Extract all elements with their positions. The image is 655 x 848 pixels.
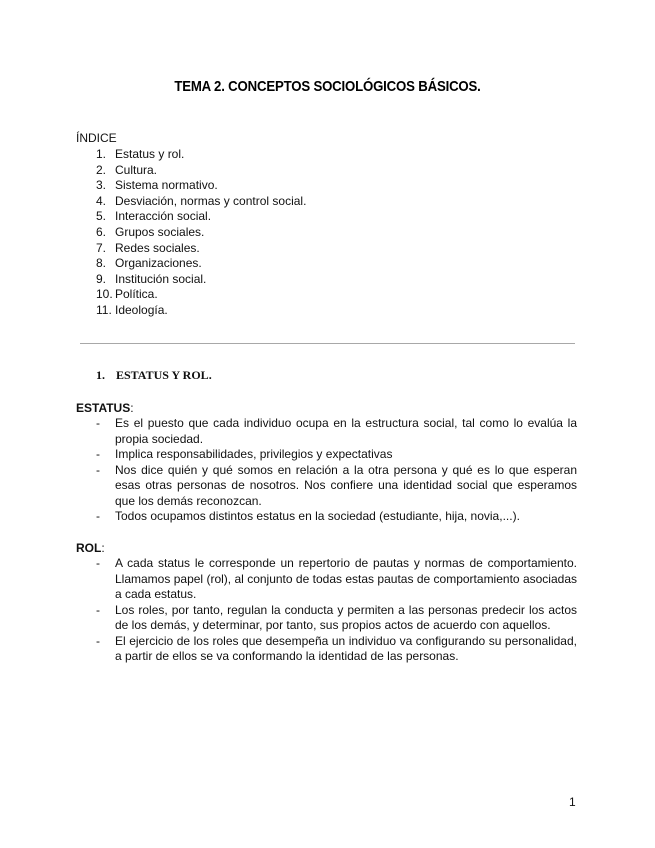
index-item-number: 3. [96, 178, 107, 193]
index-item-label: Grupos sociales. [115, 224, 205, 239]
bullet-text: Todos ocupamos distintos estatus en la sociedad (estudiante, hija, novia,...). [115, 509, 520, 523]
bullet-text: Implica responsabilidades, privilegios y expectativas [115, 447, 393, 461]
section-number: 1. [96, 368, 105, 382]
rol-term-label: ROL [76, 541, 102, 555]
bullet-text: A cada status le corresponde un repertorio de pautas y normas de comportamiento. Llamamos papel (rol), al conjunto de todas estas pautas de comportamiento asociadas a cada estatus. [115, 556, 577, 601]
page-number: 1 [569, 795, 576, 809]
index-item-label: Organizaciones. [115, 256, 202, 271]
list-item [96, 556, 577, 603]
index-item [96, 272, 306, 288]
index-item [96, 178, 306, 194]
index-item-number: 6. [96, 224, 107, 239]
index-item-number: 7. [96, 240, 107, 255]
index-item-label: Ideología. [115, 302, 168, 317]
bullet-text: El ejercicio de los roles que desempeña un individuo va configurando su personalidad, a partir de ellos se va conformando la identidad de las personas. [115, 633, 577, 663]
list-item [96, 463, 577, 510]
index-item-label: Institución social. [115, 271, 207, 286]
rol-term-colon: : [101, 541, 105, 555]
bullet-dash: - [96, 556, 100, 570]
index-item-number: 10. [96, 287, 113, 302]
index-item [96, 225, 306, 241]
index-item-number: 4. [96, 193, 107, 208]
bullet-dash: - [96, 447, 100, 461]
index-list [96, 147, 306, 319]
index-item [96, 303, 306, 319]
index-item [96, 287, 306, 303]
index-item-number: 8. [96, 256, 107, 271]
horizontal-divider [80, 343, 575, 344]
list-item [96, 603, 577, 634]
index-item-number: 1. [96, 147, 107, 161]
index-item [96, 163, 306, 179]
estatus-term-colon: : [130, 401, 134, 415]
index-item [96, 209, 306, 225]
index-item-number: 11. [96, 302, 112, 317]
estatus-term-label: ESTATUS [76, 401, 131, 415]
index-item-label: Interacción social. [115, 209, 212, 224]
bullet-dash: - [96, 509, 100, 523]
index-item-number: 2. [96, 162, 107, 177]
index-item-label: Redes sociales. [115, 240, 200, 255]
index-item [96, 147, 306, 163]
index-item-label: Cultura. [115, 162, 158, 177]
index-item [96, 194, 306, 210]
bullet-dash: - [96, 416, 100, 430]
bullet-dash: - [96, 633, 100, 648]
bullet-text: Nos dice quién y qué somos en relación a la otra persona y qué es lo que esperan esas otras personas de nosotros. Nos confiere una identidad social que esperamos que los demás reconozcan. [115, 462, 577, 508]
list-item [96, 447, 577, 463]
index-item-label: Desviación, normas y control social. [115, 193, 307, 208]
estatus-term [76, 401, 134, 415]
index-label: ÍNDICE [76, 131, 117, 145]
index-item [96, 256, 306, 272]
rol-bullet-list [96, 556, 577, 665]
bullet-dash: - [96, 462, 100, 477]
index-item-label: Política. [115, 287, 158, 302]
list-item [96, 634, 577, 665]
bullet-text: Los roles, por tanto, regulan la conducta y permiten a las personas predecir los actos de los demás, y determinar, por tanto, sus propios actos de acuerdo con aquellos. [115, 602, 577, 632]
section-title: ESTATUS Y ROL. [116, 368, 212, 382]
bullet-dash: - [96, 602, 100, 617]
index-item-number: 5. [96, 209, 107, 224]
rol-term [76, 541, 105, 555]
section-heading [96, 368, 212, 383]
list-item [96, 416, 577, 447]
bullet-text: Es el puesto que cada individuo ocupa en la estructura social, tal como lo evalúa la propia sociedad. [115, 416, 577, 446]
index-item-number: 9. [96, 271, 107, 286]
index-item-label: Sistema normativo. [115, 178, 218, 193]
index-item-label: Estatus y rol. [115, 147, 185, 161]
list-item [96, 509, 577, 525]
page-title: TEMA 2. CONCEPTOS SOCIOLÓGICOS BÁSICOS. [174, 78, 481, 95]
index-item [96, 241, 306, 257]
estatus-bullet-list [96, 416, 577, 525]
